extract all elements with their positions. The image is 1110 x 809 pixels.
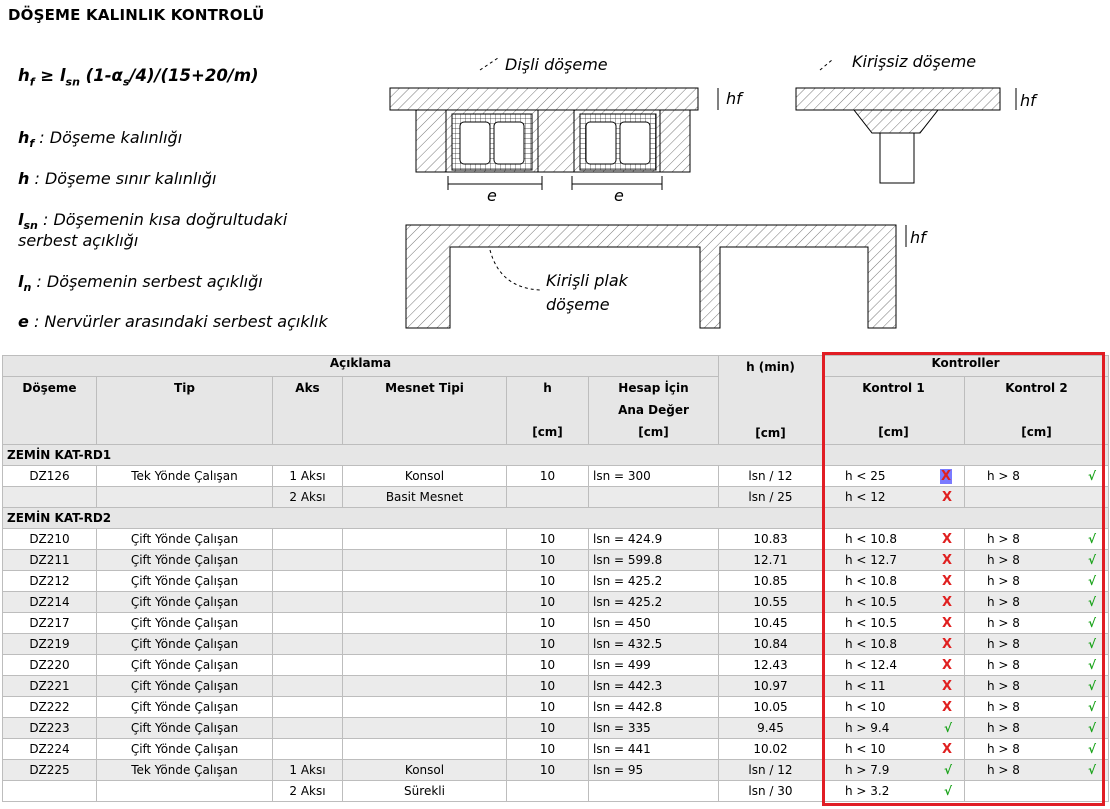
header-kontrol1: Kontrol 1 [cm] xyxy=(823,377,965,445)
beam-slab-figure xyxy=(406,225,906,328)
fail-icon: X xyxy=(941,594,952,610)
cell-hmin: 10.83 xyxy=(719,529,823,550)
fail-icon: X xyxy=(941,552,952,568)
beam-slab-label-2: döşeme xyxy=(546,295,610,314)
cell-h: 10 xyxy=(507,760,589,781)
flat-slab-figure xyxy=(796,60,1016,183)
page-title: DÖŞEME KALINLIK KONTROLÜ xyxy=(8,6,265,24)
cell-aks: 2 Aksı xyxy=(273,781,343,802)
group-row xyxy=(3,445,1109,466)
cell-hmin: 10.05 xyxy=(719,697,823,718)
cell-kontrol2 xyxy=(965,487,1109,508)
fail-icon: X xyxy=(940,468,951,484)
cell-h: 10 xyxy=(507,676,589,697)
table-row xyxy=(3,760,1109,781)
cell-doseme: DZ219 xyxy=(3,634,97,655)
legend-symbol: h xyxy=(18,169,30,188)
cell-doseme: DZ210 xyxy=(3,529,97,550)
legend-text: : Döşemenin kısa doğrultudaki xyxy=(37,210,288,229)
cell-mesnet xyxy=(343,571,507,592)
pass-icon: √ xyxy=(1087,595,1096,609)
cell-hesap: lsn = 95 xyxy=(589,760,719,781)
cell-hesap: lsn = 442.3 xyxy=(589,676,719,697)
legend-symbol: $h_f$ xyxy=(18,128,35,151)
pass-icon: √ xyxy=(1087,469,1096,483)
cell-mesnet xyxy=(343,676,507,697)
cell-hesap xyxy=(589,781,719,802)
cell-hesap: lsn = 425.2 xyxy=(589,571,719,592)
cell-kontrol2 xyxy=(965,676,1109,697)
cell-aks xyxy=(273,571,343,592)
kontrol2-value: h > 8 xyxy=(987,763,1020,777)
legend-item xyxy=(18,312,328,331)
cell-doseme: DZ126 xyxy=(3,466,97,487)
cell-hmin: 10.97 xyxy=(719,676,823,697)
cell-hmin: 10.85 xyxy=(719,571,823,592)
cell-kontrol1 xyxy=(823,676,965,697)
cell-tip: Çift Yönde Çalışan xyxy=(97,529,273,550)
table-row xyxy=(3,655,1109,676)
pass-icon: √ xyxy=(1087,532,1096,546)
cell-hesap: lsn = 599.8 xyxy=(589,550,719,571)
table-row xyxy=(3,487,1109,508)
cell-kontrol1 xyxy=(823,529,965,550)
cell-aks: 1 Aksı xyxy=(273,466,343,487)
kontrol1-value: h < 12.4 xyxy=(845,658,898,672)
cell-kontrol1 xyxy=(823,655,965,676)
ribbed-slab-label: Dişli döşeme xyxy=(505,55,608,74)
cell-aks xyxy=(273,613,343,634)
cell-kontrol1 xyxy=(823,760,965,781)
cell-tip: Çift Yönde Çalışan xyxy=(97,718,273,739)
group-kontrol-cell xyxy=(823,508,1109,529)
legend-item xyxy=(18,169,216,188)
cell-h xyxy=(507,487,589,508)
legend-symbol: $l_{sn}$ xyxy=(18,210,38,233)
cell-doseme: DZ223 xyxy=(3,718,97,739)
kontrol1-value: h > 3.2 xyxy=(845,784,890,798)
pass-icon: √ xyxy=(943,721,952,735)
table-row xyxy=(3,697,1109,718)
cell-tip: Çift Yönde Çalışan xyxy=(97,550,273,571)
header-kontrol2: Kontrol 2 [cm] xyxy=(965,377,1109,445)
kontrol2-value: h > 8 xyxy=(987,721,1020,735)
group-name: ZEMİN KAT-RD1 xyxy=(3,445,823,466)
group-row xyxy=(3,508,1109,529)
pass-icon: √ xyxy=(1087,721,1096,735)
cell-kontrol1 xyxy=(823,550,965,571)
table-row xyxy=(3,529,1109,550)
cell-h: 10 xyxy=(507,529,589,550)
table-row xyxy=(3,739,1109,760)
kontrol2-value: h > 8 xyxy=(987,616,1020,630)
kontrol1-value: h < 10.5 xyxy=(845,616,898,630)
cell-hmin: 10.55 xyxy=(719,592,823,613)
header-h: h [cm] xyxy=(507,377,589,445)
cell-hesap: lsn = 441 xyxy=(589,739,719,760)
cell-aks xyxy=(273,697,343,718)
cell-h: 10 xyxy=(507,571,589,592)
cell-doseme: DZ224 xyxy=(3,739,97,760)
cell-doseme xyxy=(3,781,97,802)
cell-hmin: 9.45 xyxy=(719,718,823,739)
cell-aks: 2 Aksı xyxy=(273,487,343,508)
cell-tip: Tek Yönde Çalışan xyxy=(97,760,273,781)
kontrol1-value: h < 25 xyxy=(845,469,886,483)
cell-tip: Çift Yönde Çalışan xyxy=(97,592,273,613)
cell-tip: Çift Yönde Çalışan xyxy=(97,676,273,697)
header-kontroller: Kontroller xyxy=(823,356,1109,377)
kontrol2-value: h > 8 xyxy=(987,700,1020,714)
cell-kontrol1 xyxy=(823,571,965,592)
fail-icon: X xyxy=(941,636,952,652)
cell-mesnet xyxy=(343,613,507,634)
pass-icon: √ xyxy=(943,784,952,798)
cell-h: 10 xyxy=(507,634,589,655)
table-row xyxy=(3,592,1109,613)
cell-kontrol2 xyxy=(965,697,1109,718)
pass-icon: √ xyxy=(1087,658,1096,672)
beam-hf-label: hf xyxy=(910,228,926,247)
cell-tip: Çift Yönde Çalışan xyxy=(97,739,273,760)
cell-hmin: lsn / 12 xyxy=(719,466,823,487)
cell-aks xyxy=(273,655,343,676)
cell-kontrol1 xyxy=(823,739,965,760)
group-kontrol-cell xyxy=(823,445,1109,466)
cell-h: 10 xyxy=(507,466,589,487)
cell-kontrol1 xyxy=(823,487,965,508)
kontrol1-value: h < 11 xyxy=(845,679,886,693)
cell-aks xyxy=(273,676,343,697)
cell-tip: Çift Yönde Çalışan xyxy=(97,613,273,634)
cell-hesap: lsn = 300 xyxy=(589,466,719,487)
header-mesnet: Mesnet Tipi xyxy=(343,377,507,445)
cell-hesap: lsn = 424.9 xyxy=(589,529,719,550)
cell-kontrol2 xyxy=(965,718,1109,739)
cell-mesnet xyxy=(343,550,507,571)
cell-doseme: DZ220 xyxy=(3,655,97,676)
fail-icon: X xyxy=(941,531,952,547)
kontrol1-value: h < 10.8 xyxy=(845,637,898,651)
fail-icon: X xyxy=(941,573,952,589)
cell-h: 10 xyxy=(507,550,589,571)
kontrol2-value: h > 8 xyxy=(987,658,1020,672)
cell-mesnet xyxy=(343,529,507,550)
cell-hmin: 10.45 xyxy=(719,613,823,634)
cell-kontrol2 xyxy=(965,655,1109,676)
cell-tip: Çift Yönde Çalışan xyxy=(97,571,273,592)
cell-mesnet xyxy=(343,592,507,613)
kontrol1-value: h < 10.8 xyxy=(845,532,898,546)
fail-icon: X xyxy=(941,741,952,757)
pass-icon: √ xyxy=(1087,742,1096,756)
cell-hmin: lsn / 25 xyxy=(719,487,823,508)
kontrol2-value: h > 8 xyxy=(987,469,1020,483)
table-row xyxy=(3,781,1109,802)
fail-icon: X xyxy=(941,489,952,505)
legend-text: : Döşeme kalınlığı xyxy=(34,128,183,147)
kontrol2-value: h > 8 xyxy=(987,742,1020,756)
fail-icon: X xyxy=(941,615,952,631)
cell-tip: Çift Yönde Çalışan xyxy=(97,697,273,718)
cell-kontrol2 xyxy=(965,550,1109,571)
cell-doseme: DZ225 xyxy=(3,760,97,781)
cell-hmin: 10.02 xyxy=(719,739,823,760)
header-aks: Aks xyxy=(273,377,343,445)
cell-hesap: lsn = 499 xyxy=(589,655,719,676)
kontrol2-value: h > 8 xyxy=(987,595,1020,609)
cell-kontrol2 xyxy=(965,760,1109,781)
kontrol1-value: h < 10.8 xyxy=(845,574,898,588)
pass-icon: √ xyxy=(1087,553,1096,567)
cell-aks: 1 Aksı xyxy=(273,760,343,781)
cell-doseme: DZ217 xyxy=(3,613,97,634)
legend-item xyxy=(18,128,182,150)
kontrol1-value: h < 10 xyxy=(845,700,886,714)
table-row xyxy=(3,550,1109,571)
legend-symbol: e xyxy=(18,312,29,331)
cell-mesnet xyxy=(343,697,507,718)
slab-figures xyxy=(380,38,1040,338)
cell-doseme: DZ212 xyxy=(3,571,97,592)
kontrol1-value: h > 7.9 xyxy=(845,763,890,777)
pass-icon: √ xyxy=(1087,700,1096,714)
cell-aks xyxy=(273,529,343,550)
legend-item xyxy=(18,210,287,232)
cell-doseme: DZ211 xyxy=(3,550,97,571)
cell-aks xyxy=(273,718,343,739)
header-tip: Tip xyxy=(97,377,273,445)
flat-hf-label: hf xyxy=(1020,91,1036,110)
cell-kontrol1 xyxy=(823,718,965,739)
kontrol2-value: h > 8 xyxy=(987,637,1020,651)
header-aciklama: Açıklama xyxy=(3,356,719,377)
cell-kontrol1 xyxy=(823,781,965,802)
cell-mesnet xyxy=(343,634,507,655)
cell-hmin: 12.43 xyxy=(719,655,823,676)
cell-hmin: lsn / 30 xyxy=(719,781,823,802)
cell-h: 10 xyxy=(507,739,589,760)
cell-h: 10 xyxy=(507,718,589,739)
pass-icon: √ xyxy=(1087,574,1096,588)
cell-kontrol1 xyxy=(823,697,965,718)
table-row xyxy=(3,676,1109,697)
legend-item xyxy=(18,231,138,250)
cell-kontrol2 xyxy=(965,529,1109,550)
kontrol1-value: h < 12 xyxy=(845,490,886,504)
cell-tip: Tek Yönde Çalışan xyxy=(97,466,273,487)
cell-kontrol2 xyxy=(965,634,1109,655)
group-name: ZEMİN KAT-RD2 xyxy=(3,508,823,529)
cell-tip: Çift Yönde Çalışan xyxy=(97,634,273,655)
table-row xyxy=(3,571,1109,592)
legend-text: : Döşemenin serbest açıklığı xyxy=(31,272,263,291)
flat-slab-label: Kirişsiz döşeme xyxy=(852,52,977,71)
table-body xyxy=(3,445,1109,802)
table-row xyxy=(3,718,1109,739)
cell-doseme: DZ222 xyxy=(3,697,97,718)
cell-hesap: lsn = 450 xyxy=(589,613,719,634)
legend-item xyxy=(18,272,263,294)
fail-icon: X xyxy=(941,678,952,694)
cell-kontrol2 xyxy=(965,466,1109,487)
legend-symbol: $l_n$ xyxy=(18,272,32,295)
header-hmin: h (min) [cm] xyxy=(719,356,823,445)
kontrol2-value: h > 8 xyxy=(987,574,1020,588)
thickness-table xyxy=(2,355,1109,802)
legend-text: : Döşeme sınır kalınlığı xyxy=(29,169,217,188)
cell-h: 10 xyxy=(507,655,589,676)
kontrol2-value: h > 8 xyxy=(987,553,1020,567)
beam-slab-label-1: Kirişli plak xyxy=(546,271,628,290)
cell-tip: Çift Yönde Çalışan xyxy=(97,655,273,676)
kontrol1-value: h < 10 xyxy=(845,742,886,756)
e-label-1: e xyxy=(487,186,497,205)
formula: $h_f \ge l_{sn}$ $(1-\alpha_s/4)/(15+20/m)$ xyxy=(18,66,259,89)
pass-icon: √ xyxy=(1087,763,1096,777)
cell-kontrol2 xyxy=(965,613,1109,634)
pass-icon: √ xyxy=(943,763,952,777)
cell-doseme: DZ221 xyxy=(3,676,97,697)
cell-mesnet: Konsol xyxy=(343,466,507,487)
cell-h: 10 xyxy=(507,697,589,718)
header-hesap: Hesap İçin Ana Değer [cm] xyxy=(589,377,719,445)
e-label-2: e xyxy=(614,186,624,205)
cell-doseme xyxy=(3,487,97,508)
cell-tip xyxy=(97,487,273,508)
cell-hmin: 10.84 xyxy=(719,634,823,655)
cell-hesap xyxy=(589,487,719,508)
pass-icon: √ xyxy=(1087,616,1096,630)
cell-tip xyxy=(97,781,273,802)
ribbed-slab-figure xyxy=(390,58,718,190)
cell-kontrol1 xyxy=(823,592,965,613)
kontrol2-value: h > 8 xyxy=(987,532,1020,546)
fail-icon: X xyxy=(941,699,952,715)
cell-kontrol1 xyxy=(823,466,965,487)
cell-mesnet: Basit Mesnet xyxy=(343,487,507,508)
pass-icon: √ xyxy=(1087,637,1096,651)
cell-aks xyxy=(273,550,343,571)
header-doseme: Döşeme xyxy=(3,377,97,445)
table-row xyxy=(3,466,1109,487)
cell-kontrol2 xyxy=(965,571,1109,592)
kontrol1-value: h < 12.7 xyxy=(845,553,898,567)
cell-kontrol2 xyxy=(965,739,1109,760)
kontrol1-value: h > 9.4 xyxy=(845,721,890,735)
cell-hesap: lsn = 335 xyxy=(589,718,719,739)
cell-mesnet: Konsol xyxy=(343,760,507,781)
cell-hmin: lsn / 12 xyxy=(719,760,823,781)
cell-hesap: lsn = 425.2 xyxy=(589,592,719,613)
cell-mesnet: Sürekli xyxy=(343,781,507,802)
cell-kontrol2 xyxy=(965,592,1109,613)
cell-h: 10 xyxy=(507,613,589,634)
cell-doseme: DZ214 xyxy=(3,592,97,613)
cell-kontrol1 xyxy=(823,613,965,634)
table-row xyxy=(3,613,1109,634)
ribbed-hf-label: hf xyxy=(726,89,742,108)
cell-h: 10 xyxy=(507,592,589,613)
cell-aks xyxy=(273,634,343,655)
pass-icon: √ xyxy=(1087,679,1096,693)
legend-text: serbest açıklığı xyxy=(18,231,139,250)
cell-mesnet xyxy=(343,718,507,739)
table-row xyxy=(3,634,1109,655)
cell-hesap: lsn = 432.5 xyxy=(589,634,719,655)
cell-hesap: lsn = 442.8 xyxy=(589,697,719,718)
cell-aks xyxy=(273,739,343,760)
kontrol2-value: h > 8 xyxy=(987,679,1020,693)
fail-icon: X xyxy=(941,657,952,673)
cell-hmin: 12.71 xyxy=(719,550,823,571)
kontrol1-value: h < 10.5 xyxy=(845,595,898,609)
cell-h xyxy=(507,781,589,802)
cell-kontrol1 xyxy=(823,634,965,655)
legend-text: : Nervürler arasındaki serbest açıklık xyxy=(28,312,328,331)
cell-aks xyxy=(273,592,343,613)
cell-mesnet xyxy=(343,655,507,676)
cell-mesnet xyxy=(343,739,507,760)
cell-kontrol2 xyxy=(965,781,1109,802)
